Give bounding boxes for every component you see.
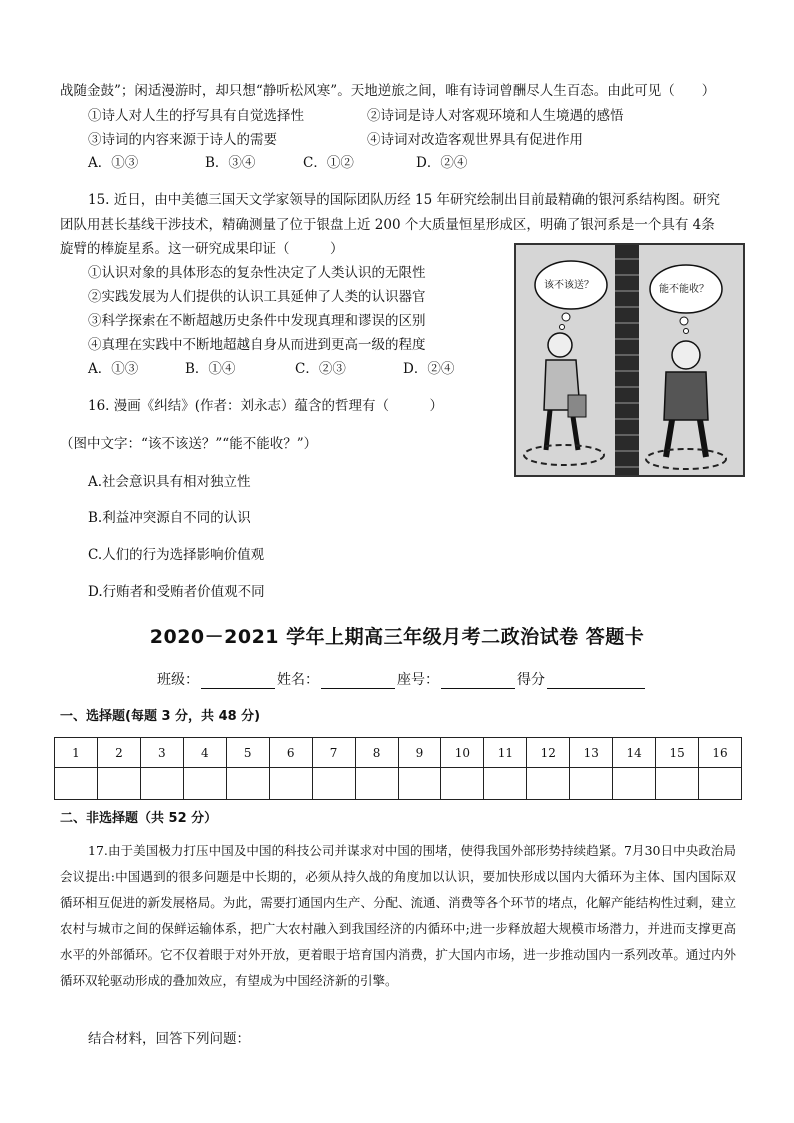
q14-statement-3: ③诗词的内容来源于诗人的需要 — [88, 132, 277, 148]
q14-option-a: A．①③ — [88, 155, 139, 171]
q14-option-d: D．②④ — [416, 155, 468, 171]
q15-option-d: D．②④ — [403, 361, 455, 377]
answer-number-7: 7 — [312, 738, 355, 768]
q16-option-a: A.社会意识具有相对独立性 — [88, 474, 251, 490]
student-info-row — [157, 669, 647, 689]
q14-stem-tail: 战随金鼓”；闲适漫游时，却只想“静听松风寒”。天地逆旅之间，唯有诗词曾酬尽人生百态。由此可见（ ） — [60, 83, 716, 99]
answer-cell-4[interactable] — [183, 768, 226, 800]
q16-note: （图中文字：“该不该送？”“能不能收？”） — [60, 436, 318, 452]
answer-number-4: 4 — [183, 738, 226, 768]
answer-number-row — [55, 738, 742, 768]
name-label: 姓名： — [277, 672, 319, 688]
answer-number-16: 16 — [699, 738, 742, 768]
answer-cell-row — [55, 768, 742, 800]
answer-number-14: 14 — [613, 738, 656, 768]
answer-number-12: 12 — [527, 738, 570, 768]
answer-cell-8[interactable] — [355, 768, 398, 800]
q17-prompt: 结合材料，回答下列问题： — [88, 1031, 250, 1047]
answer-number-13: 13 — [570, 738, 613, 768]
q14-statement-4: ④诗词对改造客观世界具有促进作用 — [367, 132, 583, 148]
answer-cell-11[interactable] — [484, 768, 527, 800]
q14-option-c: C．①② — [303, 155, 354, 171]
q14-statement-2: ②诗词是诗人对客观环境和人生境遇的感悟 — [367, 108, 624, 124]
section-2-heading: 二、非选择题（共 52 分） — [60, 811, 218, 826]
answer-number-3: 3 — [140, 738, 183, 768]
answer-cell-2[interactable] — [97, 768, 140, 800]
q16-option-c: C.人们的行为选择影响价值观 — [88, 547, 265, 563]
q17-material — [60, 838, 736, 994]
q15-line-1: 15. 近日，由中美德三国天文学家领导的国际团队历经 15 年研究绘制出目前最精确的银河系结构图。研究 — [88, 192, 721, 208]
cartoon-image — [514, 243, 745, 477]
q15-line-2: 团队用甚长基线干涉技术，精确测量了位于银盘上近 200 个大质量恒星形成区，明确了银河系是一个具有 4条 — [60, 217, 715, 233]
q15-statement-3: ③科学探索在不断超越历史条件中发现真理和谬误的区别 — [88, 313, 426, 329]
answer-number-5: 5 — [226, 738, 269, 768]
cartoon-bubble-right-text: 能不能收？ — [659, 284, 709, 295]
answer-cell-16[interactable] — [699, 768, 742, 800]
score-blank[interactable] — [547, 674, 645, 689]
answer-cell-10[interactable] — [441, 768, 484, 800]
cartoon-bubble-left-text: 该不该送？ — [544, 280, 594, 291]
q15-option-c: C．②③ — [295, 361, 346, 377]
answer-cell-14[interactable] — [613, 768, 656, 800]
class-blank[interactable] — [201, 674, 275, 689]
answer-card-title: 2020－2021 学年上期高三年级月考二政治试卷 答题卡 — [149, 626, 645, 648]
answer-number-1: 1 — [55, 738, 98, 768]
answer-cell-12[interactable] — [527, 768, 570, 800]
q17-material-text: 17.由于美国极力打压中国及中国的科技公司并谋求对中国的围堵，使得我国外部形势持续趋紧。7月30日中央政治局会议提出:中国遇到的很多问题是中长期的，必须从持久战的角度加以认识，要加快形成以国内大循环为主体、国内国际双循环相互促进的新发展格局。为此，需要打通国内生产、分配、流通、消费等各个环节的堵点，化解产能结构性过剩，建立农村与城市之间的保鲜运输体系，把广大农村融入到我国经济的内循环中;进一步释放超大规模市场潜力，并进而支撑更高水平的外部循环。它不仅着眼于对外开放，更着眼于培育国内消费，扩大国内市场，进一步推动国内一系列改革。通过内外循环双轮驱动形成的叠加效应，有望成为中国经济新的引擎。 — [60, 843, 736, 988]
answer-cell-1[interactable] — [55, 768, 98, 800]
section-1-heading: 一、选择题(每题 3 分，共 48 分) — [60, 709, 261, 724]
answer-cell-5[interactable] — [226, 768, 269, 800]
q15-option-a: A．①③ — [88, 361, 139, 377]
answer-number-6: 6 — [269, 738, 312, 768]
seat-blank[interactable] — [441, 674, 515, 689]
answer-number-15: 15 — [656, 738, 699, 768]
q16-option-d: D.行贿者和受贿者价值观不同 — [88, 584, 265, 600]
answer-number-10: 10 — [441, 738, 484, 768]
seat-label: 座号： — [397, 672, 439, 688]
name-blank[interactable] — [321, 674, 395, 689]
answer-number-8: 8 — [355, 738, 398, 768]
q16-stem: 16. 漫画《纠结》(作者：刘永志）蕴含的哲理有（ ） — [88, 398, 444, 414]
answer-grid — [54, 737, 742, 800]
answer-number-2: 2 — [97, 738, 140, 768]
q14-statement-1: ①诗人对人生的抒写具有自觉选择性 — [88, 108, 304, 124]
q15-line-3: 旋臂的棒旋星系。这一研究成果印证（ ） — [60, 241, 344, 257]
q16-option-b: B.利益冲突源自不同的认识 — [88, 510, 251, 526]
answer-number-11: 11 — [484, 738, 527, 768]
answer-cell-7[interactable] — [312, 768, 355, 800]
q15-statement-1: ①认识对象的具体形态的复杂性决定了人类认识的无限性 — [88, 265, 426, 281]
q15-statement-2: ②实践发展为人们提供的认识工具延伸了人类的认识器官 — [88, 289, 426, 305]
answer-cell-6[interactable] — [269, 768, 312, 800]
q15-statement-4: ④真理在实践中不断地超越自身从而进到更高一级的程度 — [88, 337, 426, 353]
score-label: 得分 — [517, 672, 545, 688]
answer-cell-9[interactable] — [398, 768, 441, 800]
answer-cell-15[interactable] — [656, 768, 699, 800]
q14-option-b: B．③④ — [205, 155, 256, 171]
class-label: 班级： — [157, 672, 199, 688]
answer-cell-3[interactable] — [140, 768, 183, 800]
answer-number-9: 9 — [398, 738, 441, 768]
q15-option-b: B．①④ — [185, 361, 236, 377]
answer-cell-13[interactable] — [570, 768, 613, 800]
